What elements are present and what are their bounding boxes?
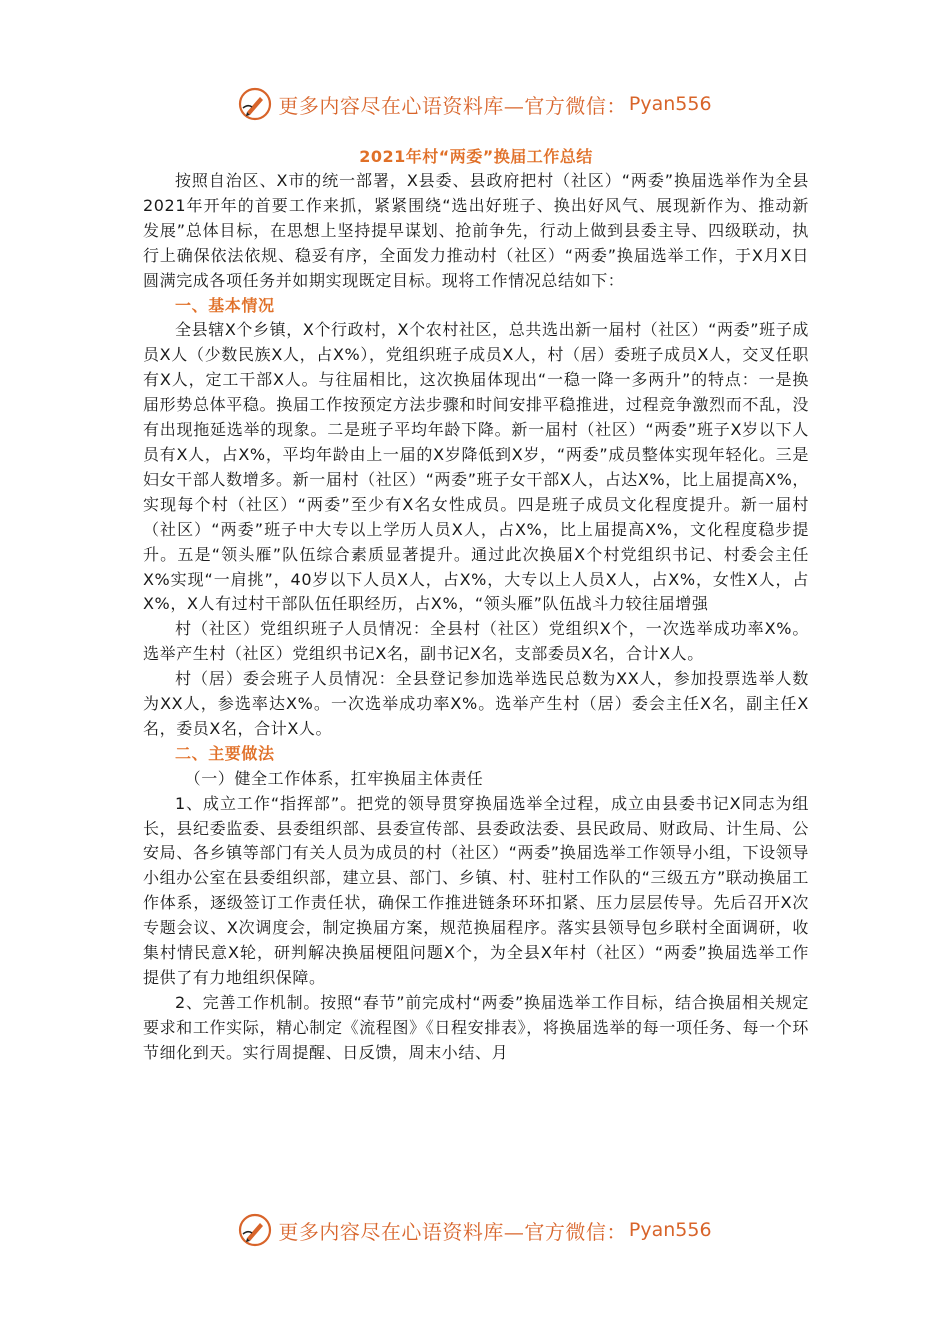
document-body xyxy=(143,145,809,1066)
paragraph: 2、完善工作机制。按照“春节”前完成村“两委”换届选举工作目标，结合换届相关规定要求和工作实际，精心制定《流程图》《日程安排表》，将换届选举的每一项任务、每一个环节细化到天。实行周提醒、日反馈，周末小结、月 xyxy=(143,992,809,1062)
watermark-wechat-id: Pyan556 xyxy=(628,1219,712,1241)
paragraph: 全县辖X个乡镇，X个行政村，X个农村社区，总共选出新一届村（社区）“两委”班子成员X人（少数民族X人，占X%），党组织班子成员X人，村（居）委班子成员X人，交叉任职有X人，定工干部X人。与往届相比，这次换届体现出“一稳一降一多两升”的特点：一是换届形势总体平稳。换届工作按预定方法步骤和时间安排平稳推进，过程竞争激烈而不乱，没有出现拖延选举的现象。二是班子平均年龄下降。新一届村（社区）“两委”班子X岁以下人员有X人，占X%，平均年龄由上一届的X岁降低到X岁，“两委”成员整体实现年轻化。三是妇女干部人数增多。新一届村（社区）“两委”班子女干部X人，占达X%，比上届提高X%，实现每个村（社区）“两委”至少有X名女性成员。四是班子成员文化程度提升。新一届村（社区）“两委”班子中大专以上学历人员X人，占X%，比上届提高X%，文化程度稳步提升。五是“领头雁”队伍综合素质显著提升。通过此次换届X个村党组织书记、村委会主任X%实现“一肩挑”，40岁以下人员X人，占X%，大专以上人员X人，占X%，女性X人，占X%，X人有过村干部队伍任职经历，占X%，“领头雁”队伍战斗力较往届增强 xyxy=(143,320,809,614)
document-title: 2021年村“两委”换届工作总结 xyxy=(359,147,593,166)
subsection-heading: （一）健全工作体系，扛牢换届主体责任 xyxy=(184,768,484,788)
watermark-text: 更多内容尽在心语资料库—官方微信： xyxy=(278,93,627,118)
footer-watermark xyxy=(0,1210,950,1250)
watermark-text: 更多内容尽在心语资料库—官方微信： xyxy=(278,1219,627,1244)
section-heading-practices: 二、主要做法 xyxy=(175,743,275,763)
paragraph: 1、成立工作“指挥部”。把党的领导贯穿换届选举全过程，成立由县委书记X同志为组长，县纪委监委、县委组织部、县委宣传部、县委政法委、县民政局、财政局、计生局、公安局、各乡镇等部门有关人员为成员的村（社区）“两委”换届选举工作领导小组，下设领导小组办公室在县委组织部，建立县、部门、乡镇、村、驻村工作队的“三级五方”联动换届工作体系，逐级签订工作责任状，确保工作推进链条环环扣紧、压力层层传导。先后召开X次专题会议、X次调度会，制定换届方案，规范换届程序。落实县领导包乡联村全面调研，收集村情民意X轮，研判解决换届梗阻问题X个，为全县X年村（社区）“两委”换届选举工作提供了有力地组织保障。 xyxy=(143,793,809,987)
header-watermark xyxy=(0,84,950,124)
watermark-wechat-id: Pyan556 xyxy=(628,93,712,115)
intro-paragraph: 按照自治区、X市的统一部署，X县委、县政府把村（社区）“两委”换届选举作为全县2021年开年的首要工作来抓，紧紧围绕“选出好班子、换出好风气、展现新作为、推动新发展”总体目标，在思想上坚持提早谋划、抢前争先，行动上做到县委主导、四级联动，执行上确保依法依规、稳妥有序，全面发力推动村（社区）“两委”换届选举工作，于X月X日圆满完成各项任务并如期实现既定目标。现将工作情况总结如下： xyxy=(143,171,809,290)
pen-logo-icon xyxy=(238,1213,272,1247)
section-heading-basic: 一、基本情况 xyxy=(175,295,275,315)
paragraph: 村（居）委会班子人员情况：全县登记参加选举选民总数为XX人，参加投票选举人数为XX人，参选率达X%。一次选举成功率X%。选举产生村（居）委会主任X名，副主任X名，委员X名，合计X人。 xyxy=(143,669,809,738)
paragraph: 村（社区）党组织班子人员情况：全县村（社区）党组织X个，一次选举成功率X%。选举产生村（社区）党组织书记X名，副书记X名，支部委员X名，合计X人。 xyxy=(143,619,809,664)
pen-logo-icon xyxy=(238,87,272,121)
